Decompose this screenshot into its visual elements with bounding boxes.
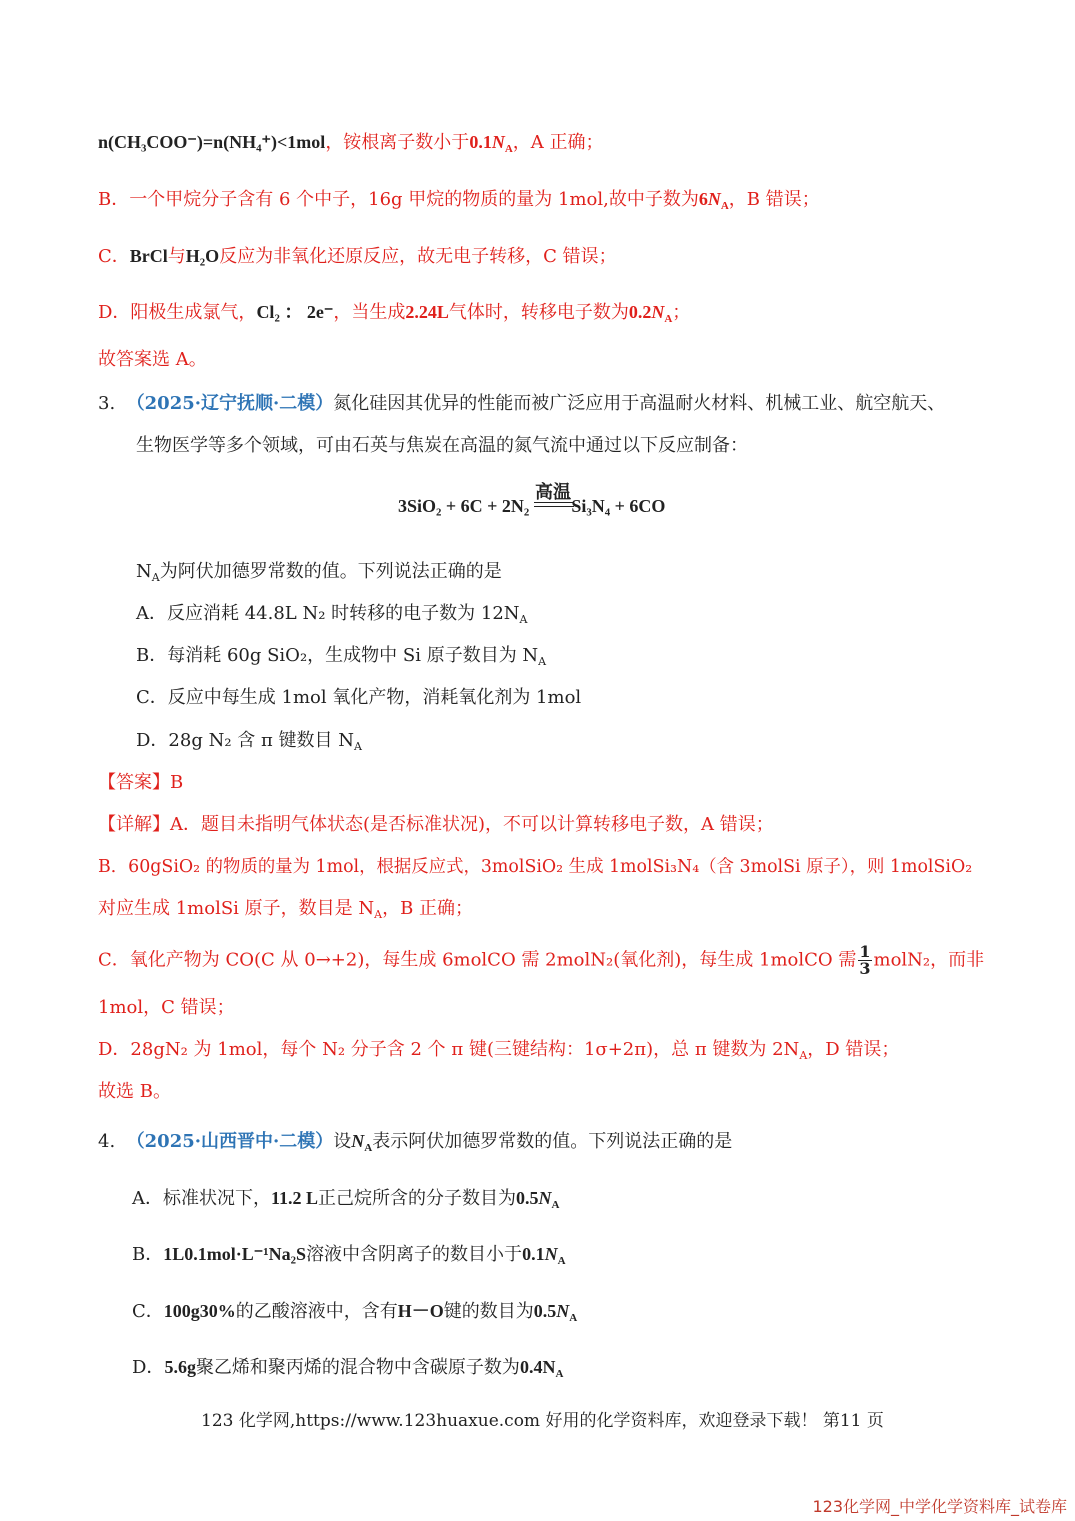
question-source: （2025·辽宁抚顺·二模）	[126, 393, 334, 414]
question-4-stem: 4. （2025·山西晋中·二模）设$N_A$表示阿伏加德罗常数的值。下列说法正确的是	[98, 1131, 733, 1154]
detail-a: 【详解】A．题目未指明气体状态(是否标准状况)，不可以计算转移电子数，A 错误；	[98, 814, 774, 835]
fraction: $\frac{1}{3}$	[859, 942, 871, 978]
solution-line-d: D．阳极生成氯气，Cl₂ ： 2e⁻，当生成2.24L气体时，转移电子数为$0.2N_A$；	[98, 302, 691, 325]
option-c: C．反应中每生成 1mol 氧化产物，消耗氧化剂为 1mol	[136, 687, 582, 708]
detail-b-cont: 对应生成 1molSi 原子，数目是 $N_A$，B 正确；	[98, 898, 474, 921]
detail-b: B．60gSiO₂ 的物质的量为 1mol，根据反应式，3molSiO₂ 生成 1molSi₃N₄（含 3molSi 原子），则 1molSiO₂	[98, 857, 973, 877]
reaction-equation: 高温 3SiO₂ + 6C + 2N₂ Si₃N₄ + 6CO	[398, 482, 666, 516]
option-d: D．28g N₂ 含 π 键数目 $N_A$	[136, 730, 362, 753]
question-3-stem: 3. （2025·辽宁抚顺·二模）氮化硅因其优异的性能而被广泛应用于高温耐火材料、机械工业、航空航天、	[98, 393, 946, 414]
q4-option-a: A．标准状况下，11.2 L正己烷所含的分子数目为$0.5N_A$	[132, 1188, 560, 1211]
option-b: B．每消耗 60g SiO₂，生成物中 Si 原子数目为 $N_A$	[136, 645, 547, 668]
conclusion-b: 故选 B。	[98, 1081, 171, 1102]
question-source: （2025·山西晋中·二模）	[126, 1131, 334, 1152]
q4-option-b: B．1L0.1mol·L⁻¹Na₂S溶液中含阴离子的数目小于$0.1N_A$	[132, 1244, 566, 1267]
question-3-stem-cont: 生物医学等多个领域，可由石英与焦炭在高温的氮气流中通过以下反应制备：	[136, 435, 748, 456]
detail-d: D．28gN₂ 为 1mol，每个 N₂ 分子含 2 个 π 键(三键结构：1σ+2π)，总 π 键数为 $2N_A$，D 错误；	[98, 1039, 900, 1062]
answer: 【答案】B	[98, 772, 184, 793]
formula: n(CH₃COO⁻)=n(NH₄⁺)<1mol	[98, 132, 326, 152]
page-footer: 123 化学网,https://www.123huaxue.com 好用的化学资料库，欢迎登录下载！ 第11 页	[201, 1411, 884, 1431]
detail-c: C．氧化产物为 CO(C 从 0→+2)，每生成 6molCO 需 2molN₂(氧化剂)，每生成 1molCO 需 $\frac{1}{3}$ molN₂，而非	[98, 942, 985, 978]
q4-option-c: C．100g30%的乙酸溶液中，含有H－O键的数目为$0.5N_A$	[132, 1301, 578, 1324]
solution-line-b: B．一个甲烷分子含有 6 个中子，16g 甲烷的物质的量为 1mol,故中子数为$6N_A$，B 错误；	[98, 189, 820, 212]
detail-c-cont: 1mol，C 错误；	[98, 997, 235, 1018]
na-definition: $N_A$为阿伏加德罗常数的值。下列说法正确的是	[136, 561, 502, 584]
q4-option-d: D．5.6g聚乙烯和聚丙烯的混合物中含碳原子数为$0.4N_A$	[132, 1357, 564, 1380]
conclusion-a: 故答案选 A。	[98, 349, 207, 370]
solution-line-c: C．BrCl与H₂O反应为非氧化还原反应，故无电子转移，C 错误；	[98, 246, 617, 267]
option-a: A．反应消耗 44.8L N₂ 时转移的电子数为 $12N_A$	[136, 603, 528, 626]
watermark-text: 123化学网_中学化学资料库_试卷库	[812, 1497, 1067, 1516]
solution-line-a: n(CH₃COO⁻)=n(NH₄⁺)<1mol，铵根离子数小于$0.1N_A$，A 正确；	[98, 132, 604, 155]
